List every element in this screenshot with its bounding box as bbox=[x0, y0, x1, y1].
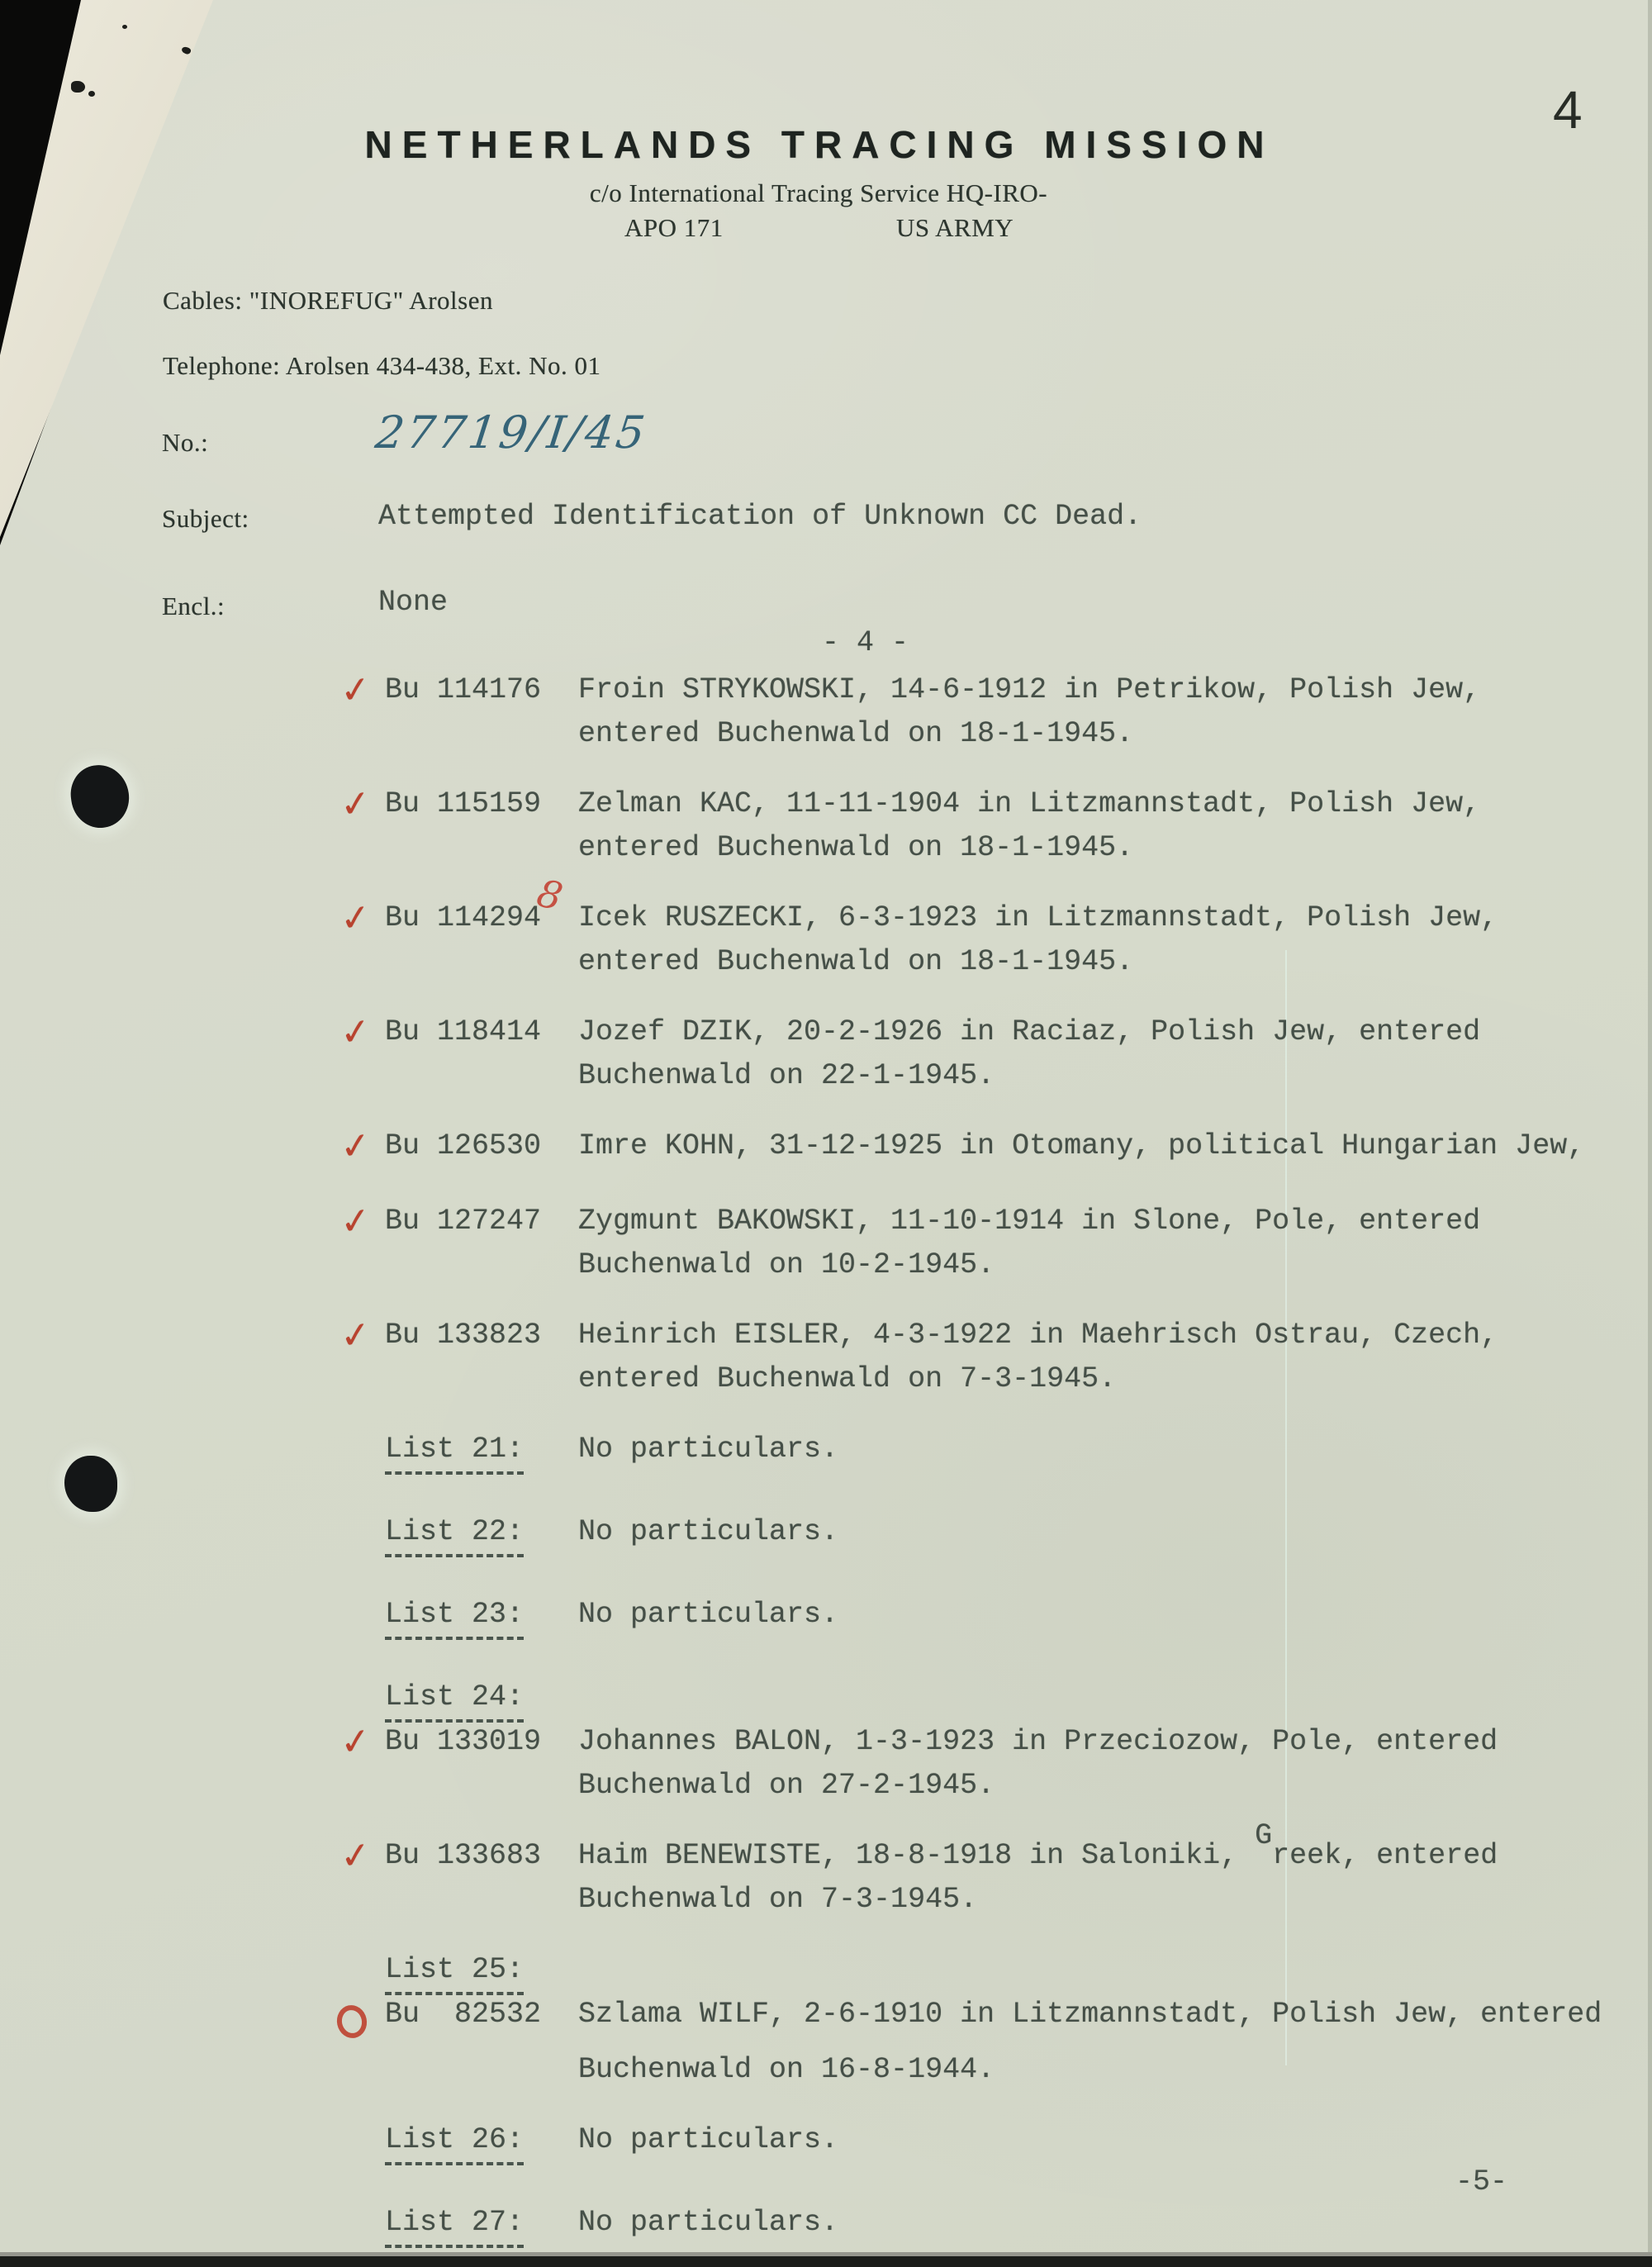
entry-cell bbox=[578, 1127, 1619, 1171]
entry-cell bbox=[385, 715, 578, 753]
entry-cell bbox=[347, 715, 385, 753]
entry-cell bbox=[578, 1246, 1619, 1285]
entry-cell bbox=[347, 1246, 385, 1285]
entry-cell bbox=[338, 896, 385, 943]
entry-cell bbox=[347, 1678, 385, 1723]
entry-cell bbox=[578, 1513, 1619, 1557]
prisoner-id: Bu 133823 bbox=[385, 1319, 542, 1352]
entry-line bbox=[347, 2203, 1619, 2248]
letterhead-army: US ARMY bbox=[896, 213, 1014, 242]
entry-cell bbox=[338, 1833, 385, 1880]
entry-cell bbox=[385, 1057, 578, 1095]
entry-cell bbox=[578, 785, 1619, 829]
entry-cell bbox=[347, 2051, 385, 2089]
list-heading: List 26: bbox=[385, 2121, 524, 2165]
entry-cell bbox=[578, 1766, 1619, 1805]
check-mark-icon: ✓ bbox=[338, 1719, 373, 1765]
prisoner-id: Bu 127247 bbox=[385, 1205, 542, 1238]
entry-cell bbox=[385, 943, 578, 981]
entry-cell bbox=[578, 2121, 1619, 2165]
entry-cell bbox=[578, 829, 1619, 867]
check-mark-icon: ✓ bbox=[338, 668, 373, 713]
entry-cell bbox=[347, 2203, 385, 2248]
letterhead-title: NETHERLANDS TRACING MISSION bbox=[364, 123, 1275, 166]
entry-cell bbox=[385, 1678, 578, 1723]
entry-cell bbox=[385, 1766, 578, 1805]
list-note: No particulars. bbox=[578, 1515, 839, 1548]
entry-text: Buchenwald on 16-8-1944. bbox=[578, 2053, 995, 2086]
circle-mark-icon bbox=[334, 2003, 370, 2041]
entry-cell bbox=[347, 829, 385, 867]
prisoner-id: Bu 114294 8 bbox=[385, 870, 567, 934]
entry-text: entered Buchenwald on 7-3-1945. bbox=[578, 1362, 1117, 1395]
entry-cell bbox=[578, 1819, 1619, 1880]
entry-cell bbox=[385, 2051, 578, 2089]
entry-text: entered Buchenwald on 18-1-1945. bbox=[578, 945, 1134, 978]
subject-value: Attempted Identification of Unknown CC Dead. bbox=[378, 500, 1142, 533]
page-marker-bottom: -5- bbox=[1455, 2165, 1508, 2198]
entry-row bbox=[347, 1513, 1619, 1557]
entry-line bbox=[338, 1819, 1619, 1880]
entry-cell bbox=[385, 1246, 578, 1285]
entry-cell bbox=[385, 671, 578, 715]
entry-text: Buchenwald on 27-2-1945. bbox=[578, 1769, 995, 1802]
entry-cell bbox=[385, 829, 578, 867]
entry-cell bbox=[578, 943, 1619, 981]
entry-cell bbox=[385, 2203, 578, 2248]
entry-line bbox=[338, 1199, 1619, 1246]
entry-row bbox=[347, 2203, 1619, 2248]
entry-cell bbox=[578, 1995, 1619, 2051]
entry-text: Imre KOHN, 31-12-1925 in Otomany, political Hungarian Jew, bbox=[578, 1129, 1585, 1162]
entry-cell bbox=[385, 1837, 578, 1880]
entry-line bbox=[347, 1595, 1619, 1640]
entry-cell bbox=[578, 1595, 1619, 1640]
check-mark-icon: ✓ bbox=[338, 1010, 373, 1055]
entry-text: Zelman KAC, 11-11-1904 in Litzmannstadt, Polish Jew, bbox=[578, 787, 1481, 820]
hole-punch bbox=[64, 1456, 117, 1512]
prisoner-id: Bu 115159 bbox=[385, 787, 542, 820]
entry-line bbox=[347, 1246, 1619, 1285]
check-mark-icon: ✓ bbox=[338, 782, 373, 827]
entry-cell bbox=[578, 1013, 1619, 1057]
entry-line bbox=[338, 668, 1619, 715]
entry-cell bbox=[385, 1430, 578, 1475]
entry-row bbox=[338, 870, 1619, 981]
entry-cell bbox=[578, 1880, 1619, 1919]
entry-cell bbox=[578, 1951, 1619, 1995]
check-mark-icon: ✓ bbox=[338, 1833, 373, 1879]
entry-line bbox=[338, 1010, 1619, 1057]
entry-cell bbox=[578, 1316, 1619, 1360]
ink-speck bbox=[122, 25, 127, 29]
entry-cell bbox=[338, 1124, 385, 1171]
list-note: No particulars. bbox=[578, 2206, 839, 2239]
prisoner-id: Bu 118414 bbox=[385, 1015, 542, 1048]
entry-line bbox=[347, 1766, 1619, 1805]
entry-line bbox=[347, 2051, 1619, 2089]
entry-row bbox=[338, 668, 1619, 753]
entry-text: Icek RUSZECKI, 6-3-1923 in Litzmannstadt, Polish Jew, bbox=[578, 901, 1498, 934]
entry-row bbox=[347, 1595, 1619, 1640]
entry-line bbox=[347, 1513, 1619, 1557]
page-number: 4 bbox=[1553, 80, 1583, 140]
entry-text: Froin STRYKOWSKI, 14-6-1912 in Petrikow, Polish Jew, bbox=[578, 673, 1481, 706]
entry-cell bbox=[385, 1995, 578, 2051]
entry-cell bbox=[385, 1360, 578, 1399]
letterhead-apo: APO 171 bbox=[624, 213, 724, 242]
entry-row bbox=[338, 782, 1619, 867]
entry-text: Buchenwald on 7-3-1945. bbox=[578, 1883, 978, 1916]
entry-cell bbox=[385, 1880, 578, 1919]
entry-cell bbox=[347, 1951, 385, 1995]
entries-list bbox=[338, 668, 1619, 2267]
entry-text: Buchenwald on 10-2-1945. bbox=[578, 1248, 995, 1281]
entry-cell bbox=[578, 1360, 1619, 1399]
entry-cell bbox=[347, 943, 385, 981]
entry-cell bbox=[578, 1430, 1619, 1475]
text-fragment: reek, entered bbox=[1272, 1839, 1498, 1872]
prisoner-id: Bu 133683 bbox=[385, 1839, 542, 1872]
entry-row bbox=[338, 1313, 1619, 1399]
entry-text: Johannes BALON, 1-3-1923 in Przeciozow, Pole, entered bbox=[578, 1725, 1498, 1758]
page-marker-top: - 4 - bbox=[822, 626, 909, 659]
entry-line bbox=[347, 1057, 1619, 1095]
entry-line bbox=[347, 1430, 1619, 1475]
check-mark-icon: ✓ bbox=[338, 1199, 373, 1244]
entry-text: Jozef DZIK, 20-2-1926 in Raciaz, Polish Jew, entered bbox=[578, 1015, 1481, 1048]
entry-text: Heinrich EISLER, 4-3-1922 in Maehrisch Ostrau, Czech, bbox=[578, 1319, 1498, 1352]
entry-cell bbox=[385, 1013, 578, 1057]
entry-cell bbox=[338, 668, 385, 715]
list-note: No particulars. bbox=[578, 1598, 839, 1631]
entry-text: Szlama WILF, 2-6-1910 in Litzmannstadt, Polish Jew, entered bbox=[578, 1998, 1602, 2031]
entry-cell bbox=[385, 1595, 578, 1640]
list-heading: List 27: bbox=[385, 2203, 524, 2248]
entry-cell bbox=[385, 870, 578, 943]
hole-punch bbox=[67, 761, 133, 831]
entry-line bbox=[338, 1124, 1619, 1171]
scan-edge-right bbox=[1648, 0, 1652, 2267]
telephone-line: Telephone: Arolsen 434-438, Ext. No. 01 bbox=[163, 351, 601, 380]
entry-line bbox=[347, 715, 1619, 753]
no-label: No.: bbox=[162, 428, 209, 457]
entry-row bbox=[338, 1124, 1619, 1171]
entry-cell bbox=[385, 2121, 578, 2165]
entry-cell bbox=[338, 1313, 385, 1360]
encl-label: Encl.: bbox=[162, 592, 225, 620]
entry-row bbox=[338, 1199, 1619, 1285]
entry-line bbox=[347, 1360, 1619, 1399]
entry-line bbox=[347, 2121, 1619, 2165]
prisoner-id: Bu 82532 bbox=[385, 1998, 542, 2031]
entry-cell bbox=[578, 1057, 1619, 1095]
ink-speck bbox=[71, 81, 85, 93]
entry-row bbox=[347, 1951, 1619, 2089]
entry-line bbox=[347, 829, 1619, 867]
encl-value: None bbox=[378, 586, 449, 619]
entry-cell bbox=[338, 1199, 385, 1246]
entry-cell bbox=[347, 2121, 385, 2165]
no-value-handwritten: 27719/I/45 bbox=[373, 406, 651, 459]
entry-row bbox=[338, 1010, 1619, 1095]
check-mark-icon: ✓ bbox=[338, 1313, 373, 1358]
entry-cell bbox=[385, 1513, 578, 1557]
raised-char: G bbox=[1255, 1819, 1273, 1852]
handwritten-annotation: 8 bbox=[532, 870, 567, 920]
entry-cell bbox=[347, 1057, 385, 1095]
entry-line bbox=[338, 1719, 1619, 1766]
entry-cell bbox=[347, 1513, 385, 1557]
entry-cell bbox=[385, 1202, 578, 1246]
entry-cell bbox=[385, 1127, 578, 1171]
entry-line bbox=[347, 943, 1619, 981]
entry-line bbox=[347, 1995, 1619, 2051]
list-heading: List 21: bbox=[385, 1430, 524, 1475]
list-heading: List 22: bbox=[385, 1513, 524, 1557]
list-note: No particulars. bbox=[578, 2123, 839, 2156]
entry-text bbox=[578, 1819, 1498, 1872]
ink-speck bbox=[88, 91, 95, 97]
entry-cell bbox=[578, 2051, 1619, 2089]
entry-cell bbox=[347, 1595, 385, 1640]
entry-cell bbox=[347, 1995, 385, 2051]
entry-line bbox=[347, 1951, 1619, 1995]
entry-text: Buchenwald on 22-1-1945. bbox=[578, 1059, 995, 1092]
list-note: No particulars. bbox=[578, 1433, 839, 1466]
entry-cell bbox=[385, 1723, 578, 1766]
entry-cell bbox=[578, 1678, 1619, 1723]
entry-text: entered Buchenwald on 18-1-1945. bbox=[578, 717, 1134, 750]
entry-line bbox=[347, 1678, 1619, 1723]
subject-label: Subject: bbox=[162, 504, 249, 533]
entry-cell bbox=[578, 2203, 1619, 2248]
entry-cell bbox=[347, 1430, 385, 1475]
entry-cell bbox=[578, 1723, 1619, 1766]
entry-text: entered Buchenwald on 18-1-1945. bbox=[578, 831, 1134, 864]
entry-cell bbox=[338, 1010, 385, 1057]
entry-line bbox=[338, 782, 1619, 829]
prisoner-id: Bu 114176 bbox=[385, 673, 542, 706]
prisoner-id: Bu 133019 bbox=[385, 1725, 542, 1758]
entry-cell bbox=[578, 715, 1619, 753]
entry-row bbox=[338, 1819, 1619, 1919]
check-mark-icon: ✓ bbox=[338, 896, 373, 941]
entry-text: Zygmunt BAKOWSKI, 11-10-1914 in Slone, Pole, entered bbox=[578, 1205, 1481, 1238]
entry-row bbox=[347, 2121, 1619, 2165]
entry-row bbox=[338, 1678, 1619, 1805]
entry-cell bbox=[578, 1202, 1619, 1246]
entry-line bbox=[338, 1313, 1619, 1360]
entry-cell bbox=[578, 899, 1619, 943]
entry-row bbox=[347, 1430, 1619, 1475]
list-heading: List 23: bbox=[385, 1595, 524, 1640]
entry-cell bbox=[347, 1766, 385, 1805]
check-mark-icon: ✓ bbox=[338, 1124, 373, 1169]
entry-cell bbox=[338, 1719, 385, 1766]
entry-cell bbox=[385, 1951, 578, 1995]
text-fragment: Haim BENEWISTE, 18-8-1918 in Saloniki, bbox=[578, 1839, 1256, 1872]
entry-cell bbox=[347, 1360, 385, 1399]
entry-cell bbox=[338, 782, 385, 829]
list-heading: List 25: bbox=[385, 1951, 524, 1995]
entry-line bbox=[347, 1880, 1619, 1919]
entry-cell bbox=[347, 1880, 385, 1919]
entry-line bbox=[338, 870, 1619, 943]
cables-line: Cables: "INOREFUG" Arolsen bbox=[163, 286, 493, 315]
list-heading: List 24: bbox=[385, 1678, 524, 1723]
entry-cell bbox=[578, 671, 1619, 715]
letterhead-service-line: c/o International Tracing Service HQ-IRO- bbox=[589, 178, 1048, 207]
entry-cell bbox=[385, 785, 578, 829]
entry-cell bbox=[385, 1316, 578, 1360]
prisoner-id: Bu 126530 bbox=[385, 1129, 542, 1162]
